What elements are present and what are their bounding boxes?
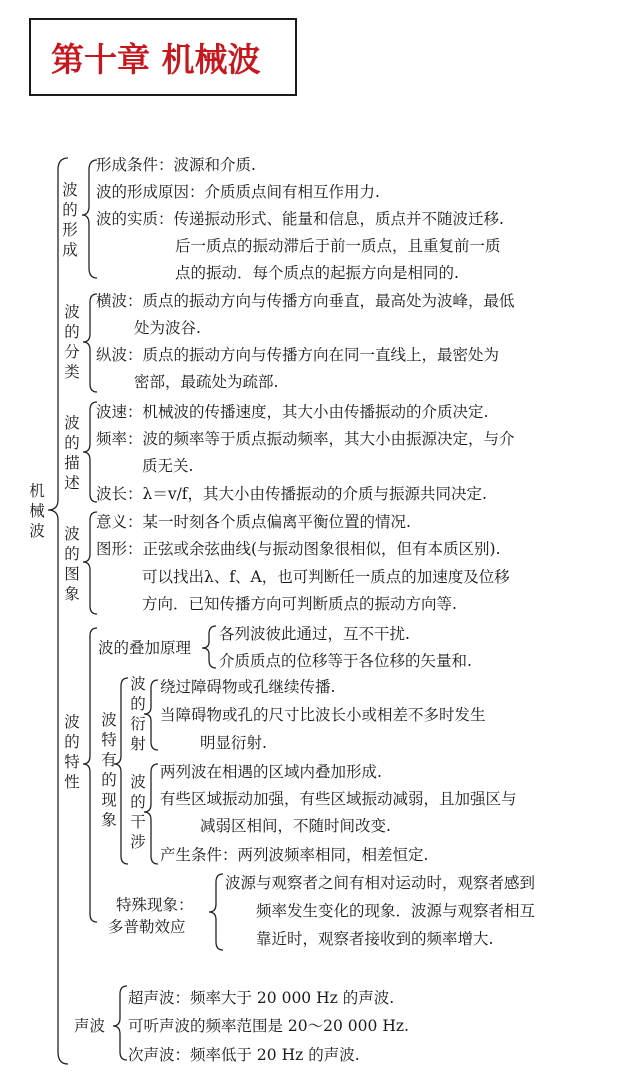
formation-brace <box>82 160 97 278</box>
formation-line: 形成条件：波源和介质. <box>96 156 256 174</box>
image-brace <box>83 512 97 614</box>
interference-line: 产生条件：两列波频率相同，相差恒定. <box>160 846 429 864</box>
doppler-line: 波源与观察者之间有相对运动时，观察者感到 <box>225 874 536 892</box>
formation-line: 波的形成原因：介质质点间有相互作用力. <box>96 183 380 201</box>
image-line: 方向．已知传播方向可判断质点的振动方向等. <box>142 595 457 613</box>
formation-line: 波的实质：传递振动形式、能量和信息，质点并不随波迁移. <box>96 210 504 228</box>
interference-line: 两列波在相遇的区域内叠加形成. <box>160 763 382 781</box>
formation-label: 波的形成 <box>62 181 78 259</box>
classification-brace <box>83 294 97 392</box>
root-brace <box>48 158 68 1064</box>
description-line: 波速：机械波的传播速度，其大小由传播振动的介质决定. <box>96 403 489 421</box>
diffraction-label: 波的衍射 <box>130 675 146 753</box>
image-line: 可以找出λ、f、A，也可判断任一质点的加速度及位移 <box>142 568 510 586</box>
description-brace <box>83 402 97 502</box>
classification-line: 纵波：质点的振动方向与传播方向在同一直线上，最密处为 <box>96 346 500 364</box>
sound-line: 次声波：频率低于 20 Hz 的声波. <box>128 1046 360 1064</box>
description-line: 频率：波的频率等于质点振动频率，其大小由振源决定，与介 <box>96 430 515 448</box>
interference-line: 减弱区相间，不随时间改变. <box>200 817 391 835</box>
doppler-label-2: 多普勒效应 <box>108 918 186 936</box>
interference-label: 波的干涉 <box>130 773 146 851</box>
unique-phenomena-label: 波特有的现象 <box>101 711 117 829</box>
superposition-brace <box>202 626 216 668</box>
diffraction-line: 明显衍射. <box>200 734 267 752</box>
superposition-label: 波的叠加原理 <box>98 639 192 657</box>
doppler-line: 靠近时，观察者接收到的频率增大. <box>256 930 494 948</box>
diffraction-line: 绕过障碍物或孔继续传播. <box>160 678 336 696</box>
diffraction-line: 当障碍物或孔的尺寸比波长小或相差不多时发生 <box>160 706 486 724</box>
doppler-line: 频率发生变化的现象．波源与观察者相互 <box>256 902 536 920</box>
formation-line: 点的振动．每个质点的起振方向是相同的. <box>175 264 459 282</box>
characteristics-brace <box>83 628 97 922</box>
doppler-brace <box>209 874 223 950</box>
classification-label: 波的分类 <box>64 303 80 381</box>
formation-line: 后一质点的振动滞后于前一质点，且重复前一质 <box>175 237 501 255</box>
description-label: 波的描述 <box>64 414 80 492</box>
image-label: 波的图象 <box>64 525 80 603</box>
classification-line: 密部，最疏处为疏部. <box>134 373 279 391</box>
root-label: 机械波 <box>29 482 45 540</box>
classification-line: 处为波谷. <box>134 319 201 337</box>
sound-line: 可听声波的频率范围是 20～20 000 Hz. <box>128 1017 409 1035</box>
image-line: 图形：正弦或余弦曲线(与振动图象很相似，但有本质区别). <box>96 540 501 558</box>
superposition-line: 介质质点的位移等于各位移的矢量和. <box>219 652 472 670</box>
sound-brace <box>113 986 127 1060</box>
classification-line: 横波：质点的振动方向与传播方向垂直，最高处为波峰，最低 <box>96 292 515 310</box>
sound-label: 声波 <box>74 1017 106 1035</box>
image-line: 意义：某一时刻各个质点偏离平衡位置的情况. <box>96 513 411 531</box>
description-line: 质无关. <box>142 457 194 475</box>
characteristics-label: 波的特性 <box>64 713 80 791</box>
superposition-line: 各列波彼此通过，互不干扰. <box>219 625 410 643</box>
doppler-label-1: 特殊现象： <box>116 896 194 914</box>
sound-line: 超声波：频率大于 20 000 Hz 的声波. <box>128 989 395 1007</box>
chapter-title: 第十章 机械波 <box>51 40 261 79</box>
interference-line: 有些区域振动加强，有些区域振动减弱，且加强区与 <box>160 790 517 808</box>
description-line: 波长：λ＝v/f，其大小由传播振动的介质与振源共同决定. <box>96 485 487 503</box>
